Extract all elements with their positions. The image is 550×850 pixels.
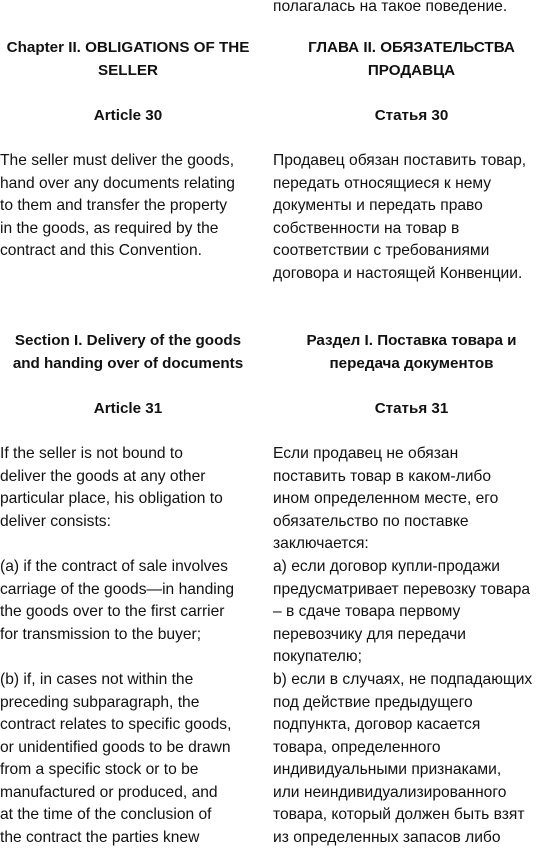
article-31-heading: Article 31: [93, 400, 163, 417]
cut-off-text: полагалась на такое поведение.: [273, 0, 508, 15]
article-30-heading: Статья 30: [374, 107, 449, 124]
article-31-heading: Статья 31: [374, 400, 449, 417]
article-30-heading: Article 30: [93, 107, 163, 124]
